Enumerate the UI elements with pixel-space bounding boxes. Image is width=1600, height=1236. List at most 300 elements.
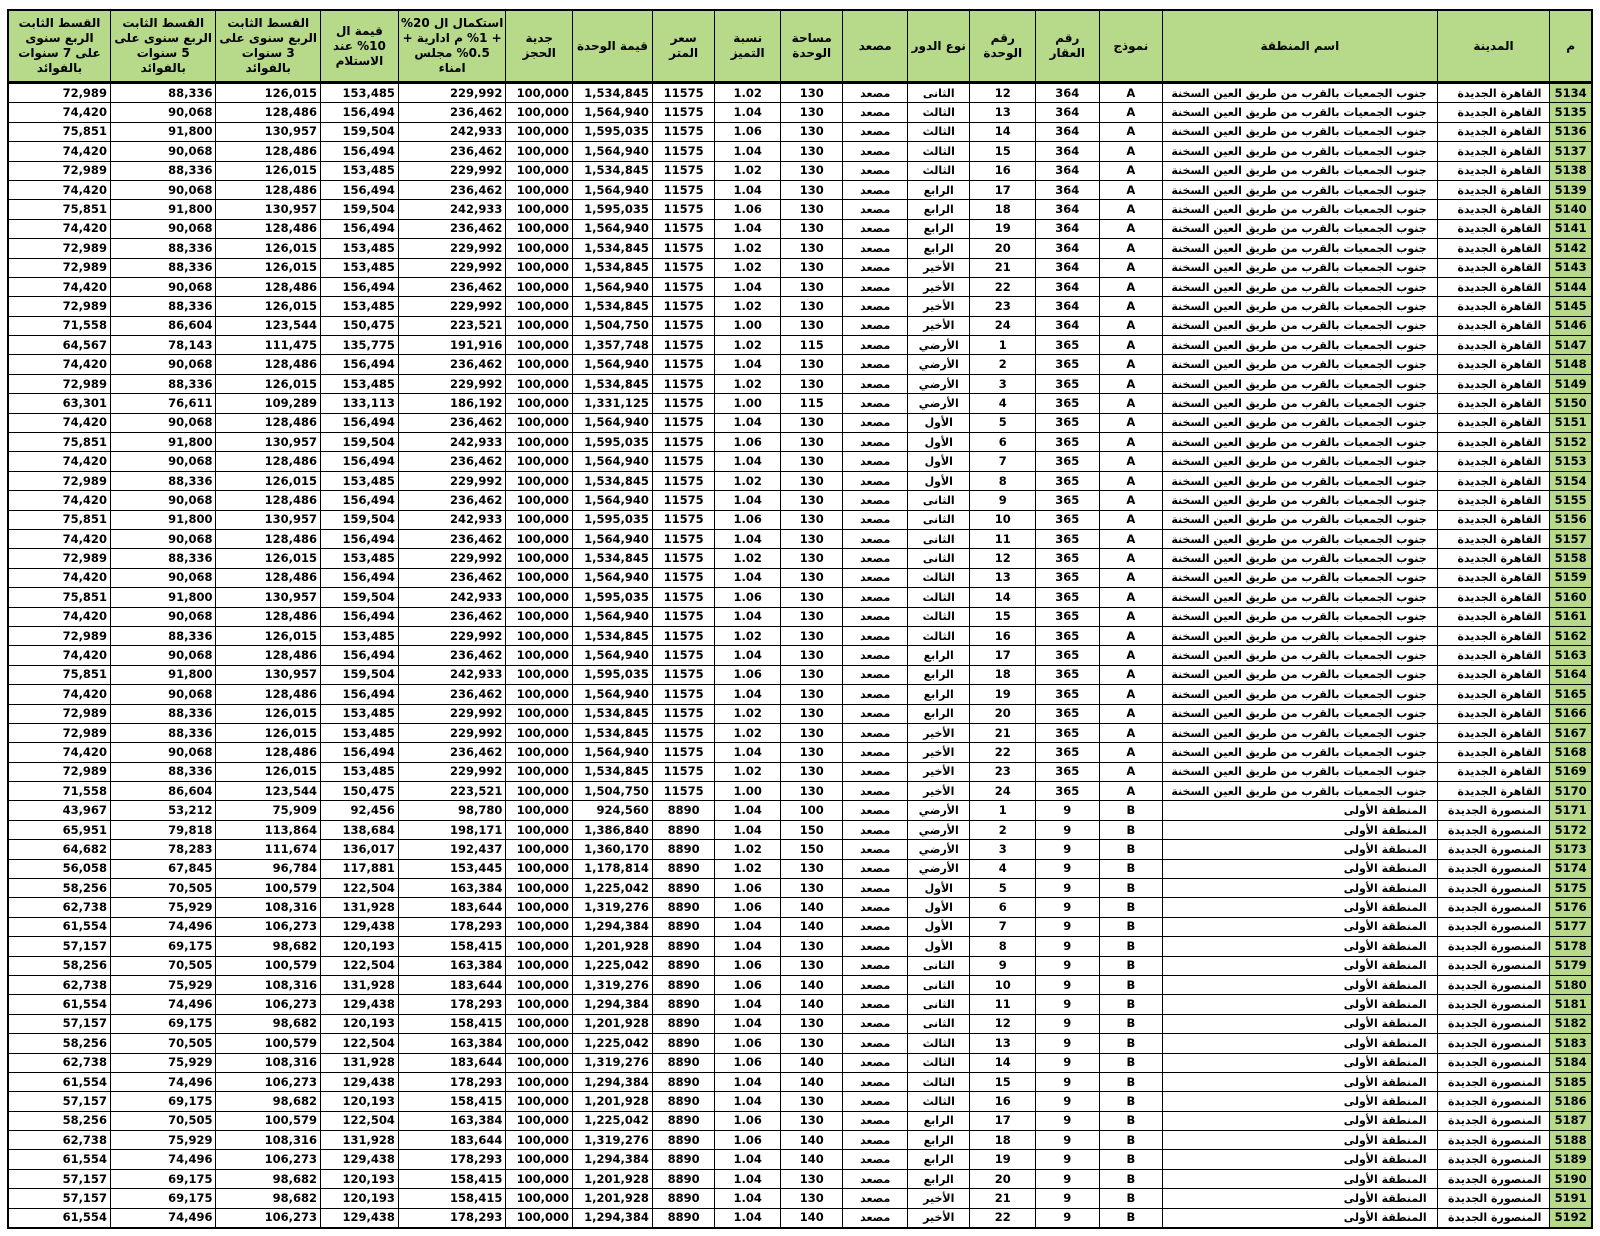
cell-unit-value: 1,319,276 bbox=[573, 898, 653, 917]
cell-building-number: 365 bbox=[1036, 782, 1100, 801]
cell-model: A bbox=[1099, 626, 1163, 645]
header-installment-5y: القسط الثابت الربع سنوى على 5 سنوات بالفوائد bbox=[110, 10, 216, 83]
cell-installment-7y: 58,256 bbox=[8, 956, 110, 975]
cell-unit-value: 1,564,940 bbox=[573, 103, 653, 122]
cell-installment-3y: 128,486 bbox=[216, 646, 321, 665]
cell-premium-ratio: 1.04 bbox=[715, 1014, 781, 1033]
cell-reservation-deposit: 100,000 bbox=[506, 879, 573, 898]
cell-index: 5158 bbox=[1550, 549, 1592, 568]
cell-unit-area: 140 bbox=[780, 975, 842, 994]
cell-meter-price: 11575 bbox=[652, 219, 714, 238]
cell-premium-ratio: 1.02 bbox=[715, 258, 781, 277]
cell-index: 5159 bbox=[1550, 568, 1592, 587]
cell-area-name: جنوب الجمعيات بالقرب من طريق العين السخنة bbox=[1163, 743, 1438, 762]
cell-delivery-10pct: 131,928 bbox=[320, 1053, 398, 1072]
cell-model: B bbox=[1099, 1189, 1163, 1208]
cell-building-number: 9 bbox=[1036, 937, 1100, 956]
cell-meter-price: 11575 bbox=[652, 433, 714, 452]
cell-elevator: مصعد bbox=[843, 937, 908, 956]
cell-elevator: مصعد bbox=[843, 258, 908, 277]
cell-floor-type: الأرضي bbox=[908, 801, 970, 820]
cell-premium-ratio: 1.06 bbox=[715, 898, 781, 917]
cell-floor-type: الأرضي bbox=[908, 374, 970, 393]
table-row bbox=[8, 122, 1592, 141]
cell-building-number: 9 bbox=[1036, 879, 1100, 898]
cell-area-name: المنطقة الأولى bbox=[1163, 995, 1438, 1014]
cell-unit-number: 17 bbox=[970, 1111, 1036, 1130]
cell-index: 5169 bbox=[1550, 762, 1592, 781]
cell-elevator: مصعد bbox=[843, 374, 908, 393]
cell-premium-ratio: 1.04 bbox=[715, 820, 781, 839]
cell-area-name: جنوب الجمعيات بالقرب من طريق العين السخنة bbox=[1163, 723, 1438, 742]
cell-city: القاهرة الجديدة bbox=[1437, 258, 1550, 277]
cell-reservation-deposit: 100,000 bbox=[506, 413, 573, 432]
cell-unit-number: 21 bbox=[970, 1189, 1036, 1208]
cell-meter-price: 11575 bbox=[652, 491, 714, 510]
cell-installment-3y: 128,486 bbox=[216, 219, 321, 238]
cell-floor-type: الرابع bbox=[908, 1169, 970, 1188]
cell-completion-20pct: 242,933 bbox=[398, 200, 506, 219]
cell-unit-area: 130 bbox=[780, 1092, 842, 1111]
cell-floor-type: الأول bbox=[908, 471, 970, 490]
cell-model: A bbox=[1099, 568, 1163, 587]
cell-delivery-10pct: 153,485 bbox=[320, 239, 398, 258]
header-completion-20pct: استكمال ال 20% + 1% م ادارية + 0.5% مجلس امناء bbox=[398, 10, 506, 83]
cell-unit-area: 130 bbox=[780, 355, 842, 374]
cell-unit-area: 130 bbox=[780, 510, 842, 529]
cell-index: 5161 bbox=[1550, 607, 1592, 626]
cell-elevator: مصعد bbox=[843, 607, 908, 626]
cell-index: 5152 bbox=[1550, 433, 1592, 452]
cell-meter-price: 11575 bbox=[652, 743, 714, 762]
cell-city: القاهرة الجديدة bbox=[1437, 646, 1550, 665]
cell-installment-5y: 88,336 bbox=[110, 704, 216, 723]
cell-installment-3y: 126,015 bbox=[216, 239, 321, 258]
cell-installment-7y: 72,989 bbox=[8, 471, 110, 490]
cell-model: B bbox=[1099, 1072, 1163, 1091]
cell-elevator: مصعد bbox=[843, 859, 908, 878]
cell-installment-7y: 57,157 bbox=[8, 1092, 110, 1111]
cell-area-name: جنوب الجمعيات بالقرب من طريق العين السخنة bbox=[1163, 200, 1438, 219]
cell-area-name: جنوب الجمعيات بالقرب من طريق العين السخنة bbox=[1163, 452, 1438, 471]
cell-installment-7y: 61,554 bbox=[8, 1208, 110, 1228]
cell-meter-price: 8890 bbox=[652, 1208, 714, 1228]
cell-meter-price: 8890 bbox=[652, 1131, 714, 1150]
cell-reservation-deposit: 100,000 bbox=[506, 704, 573, 723]
cell-installment-3y: 126,015 bbox=[216, 471, 321, 490]
cell-installment-5y: 69,175 bbox=[110, 1169, 216, 1188]
cell-model: B bbox=[1099, 956, 1163, 975]
cell-premium-ratio: 1.02 bbox=[715, 374, 781, 393]
cell-reservation-deposit: 100,000 bbox=[506, 607, 573, 626]
cell-city: القاهرة الجديدة bbox=[1437, 394, 1550, 413]
header-installment-7y: القسط الثابت الربع سنوى على 7 سنوات بالفوائد bbox=[8, 10, 110, 83]
cell-unit-number: 4 bbox=[970, 394, 1036, 413]
cell-model: B bbox=[1099, 801, 1163, 820]
cell-completion-20pct: 229,992 bbox=[398, 374, 506, 393]
cell-meter-price: 11575 bbox=[652, 103, 714, 122]
table-row bbox=[8, 607, 1592, 626]
cell-unit-area: 140 bbox=[780, 1150, 842, 1169]
table-row bbox=[8, 452, 1592, 471]
cell-building-number: 365 bbox=[1036, 433, 1100, 452]
cell-building-number: 364 bbox=[1036, 219, 1100, 238]
cell-elevator: مصعد bbox=[843, 239, 908, 258]
table-row bbox=[8, 549, 1592, 568]
cell-floor-type: الأرضي bbox=[908, 355, 970, 374]
cell-model: A bbox=[1099, 413, 1163, 432]
cell-building-number: 9 bbox=[1036, 1169, 1100, 1188]
cell-city: القاهرة الجديدة bbox=[1437, 607, 1550, 626]
cell-elevator: مصعد bbox=[843, 723, 908, 742]
cell-area-name: جنوب الجمعيات بالقرب من طريق العين السخنة bbox=[1163, 626, 1438, 645]
cell-meter-price: 11575 bbox=[652, 471, 714, 490]
cell-installment-5y: 88,336 bbox=[110, 762, 216, 781]
cell-reservation-deposit: 100,000 bbox=[506, 336, 573, 355]
cell-building-number: 364 bbox=[1036, 277, 1100, 296]
cell-installment-5y: 78,143 bbox=[110, 336, 216, 355]
cell-delivery-10pct: 131,928 bbox=[320, 975, 398, 994]
cell-premium-ratio: 1.06 bbox=[715, 433, 781, 452]
table-row bbox=[8, 568, 1592, 587]
cell-building-number: 365 bbox=[1036, 665, 1100, 684]
cell-installment-7y: 64,682 bbox=[8, 840, 110, 859]
cell-elevator: مصعد bbox=[843, 588, 908, 607]
cell-city: القاهرة الجديدة bbox=[1437, 219, 1550, 238]
cell-unit-value: 1,331,125 bbox=[573, 394, 653, 413]
cell-elevator: مصعد bbox=[843, 1014, 908, 1033]
cell-area-name: جنوب الجمعيات بالقرب من طريق العين السخنة bbox=[1163, 103, 1438, 122]
cell-delivery-10pct: 159,504 bbox=[320, 665, 398, 684]
cell-index: 5155 bbox=[1550, 491, 1592, 510]
cell-completion-20pct: 183,644 bbox=[398, 898, 506, 917]
cell-premium-ratio: 1.00 bbox=[715, 782, 781, 801]
cell-index: 5164 bbox=[1550, 665, 1592, 684]
table-row bbox=[8, 1092, 1592, 1111]
cell-premium-ratio: 1.02 bbox=[715, 83, 781, 103]
cell-delivery-10pct: 120,193 bbox=[320, 1189, 398, 1208]
cell-city: القاهرة الجديدة bbox=[1437, 413, 1550, 432]
cell-installment-5y: 79,818 bbox=[110, 820, 216, 839]
cell-floor-type: الأخير bbox=[908, 743, 970, 762]
cell-unit-value: 1,319,276 bbox=[573, 1053, 653, 1072]
cell-unit-area: 130 bbox=[780, 665, 842, 684]
cell-area-name: جنوب الجمعيات بالقرب من طريق العين السخنة bbox=[1163, 510, 1438, 529]
cell-building-number: 364 bbox=[1036, 316, 1100, 335]
cell-reservation-deposit: 100,000 bbox=[506, 1072, 573, 1091]
cell-unit-number: 18 bbox=[970, 200, 1036, 219]
cell-unit-area: 130 bbox=[780, 200, 842, 219]
cell-premium-ratio: 1.04 bbox=[715, 277, 781, 296]
cell-delivery-10pct: 131,928 bbox=[320, 898, 398, 917]
cell-meter-price: 11575 bbox=[652, 83, 714, 103]
cell-installment-3y: 109,289 bbox=[216, 394, 321, 413]
cell-city: القاهرة الجديدة bbox=[1437, 103, 1550, 122]
cell-unit-value: 1,564,940 bbox=[573, 568, 653, 587]
cell-city: القاهرة الجديدة bbox=[1437, 122, 1550, 141]
cell-building-number: 9 bbox=[1036, 1072, 1100, 1091]
cell-unit-area: 130 bbox=[780, 103, 842, 122]
cell-area-name: جنوب الجمعيات بالقرب من طريق العين السخنة bbox=[1163, 665, 1438, 684]
cell-installment-7y: 61,554 bbox=[8, 1072, 110, 1091]
cell-unit-number: 17 bbox=[970, 646, 1036, 665]
cell-model: A bbox=[1099, 471, 1163, 490]
cell-completion-20pct: 236,462 bbox=[398, 413, 506, 432]
cell-completion-20pct: 186,192 bbox=[398, 394, 506, 413]
cell-installment-3y: 128,486 bbox=[216, 413, 321, 432]
table-row bbox=[8, 626, 1592, 645]
cell-unit-number: 21 bbox=[970, 258, 1036, 277]
cell-area-name: جنوب الجمعيات بالقرب من طريق العين السخنة bbox=[1163, 161, 1438, 180]
cell-completion-20pct: 163,384 bbox=[398, 1111, 506, 1130]
cell-model: B bbox=[1099, 840, 1163, 859]
cell-area-name: المنطقة الأولى bbox=[1163, 859, 1438, 878]
cell-meter-price: 8890 bbox=[652, 1150, 714, 1169]
cell-model: A bbox=[1099, 607, 1163, 626]
cell-installment-5y: 90,068 bbox=[110, 685, 216, 704]
table-row bbox=[8, 859, 1592, 878]
cell-installment-5y: 91,800 bbox=[110, 433, 216, 452]
header-city: المدينة bbox=[1437, 10, 1550, 83]
cell-unit-number: 13 bbox=[970, 568, 1036, 587]
cell-index: 5173 bbox=[1550, 840, 1592, 859]
cell-meter-price: 11575 bbox=[652, 258, 714, 277]
cell-meter-price: 8890 bbox=[652, 1111, 714, 1130]
cell-floor-type: الثانى bbox=[908, 995, 970, 1014]
cell-floor-type: الأول bbox=[908, 413, 970, 432]
cell-index: 5165 bbox=[1550, 685, 1592, 704]
cell-building-number: 365 bbox=[1036, 743, 1100, 762]
cell-unit-area: 130 bbox=[780, 607, 842, 626]
cell-delivery-10pct: 153,485 bbox=[320, 549, 398, 568]
cell-reservation-deposit: 100,000 bbox=[506, 820, 573, 839]
cell-installment-7y: 75,851 bbox=[8, 200, 110, 219]
cell-building-number: 365 bbox=[1036, 529, 1100, 548]
cell-installment-3y: 130,957 bbox=[216, 510, 321, 529]
cell-unit-value: 1,595,035 bbox=[573, 665, 653, 684]
cell-city: القاهرة الجديدة bbox=[1437, 723, 1550, 742]
cell-city: المنصورة الجديدة bbox=[1437, 1034, 1550, 1053]
cell-installment-5y: 91,800 bbox=[110, 588, 216, 607]
cell-unit-number: 24 bbox=[970, 782, 1036, 801]
cell-premium-ratio: 1.02 bbox=[715, 762, 781, 781]
table-row bbox=[8, 219, 1592, 238]
cell-meter-price: 11575 bbox=[652, 239, 714, 258]
cell-area-name: جنوب الجمعيات بالقرب من طريق العين السخنة bbox=[1163, 471, 1438, 490]
cell-completion-20pct: 223,521 bbox=[398, 316, 506, 335]
cell-premium-ratio: 1.02 bbox=[715, 336, 781, 355]
cell-installment-5y: 53,212 bbox=[110, 801, 216, 820]
cell-city: القاهرة الجديدة bbox=[1437, 180, 1550, 199]
cell-unit-value: 1,534,845 bbox=[573, 297, 653, 316]
cell-premium-ratio: 1.04 bbox=[715, 917, 781, 936]
header-installment-3y: القسط الثابت الربع سنوى على 3 سنوات بالفوائد bbox=[216, 10, 321, 83]
cell-meter-price: 8890 bbox=[652, 937, 714, 956]
cell-delivery-10pct: 159,504 bbox=[320, 510, 398, 529]
cell-completion-20pct: 229,992 bbox=[398, 723, 506, 742]
cell-building-number: 365 bbox=[1036, 336, 1100, 355]
cell-index: 5170 bbox=[1550, 782, 1592, 801]
cell-unit-area: 130 bbox=[780, 1111, 842, 1130]
cell-city: المنصورة الجديدة bbox=[1437, 1111, 1550, 1130]
cell-city: القاهرة الجديدة bbox=[1437, 568, 1550, 587]
cell-installment-3y: 108,316 bbox=[216, 1131, 321, 1150]
cell-elevator: مصعد bbox=[843, 1150, 908, 1169]
cell-reservation-deposit: 100,000 bbox=[506, 588, 573, 607]
cell-premium-ratio: 1.04 bbox=[715, 219, 781, 238]
header-model: نموذج bbox=[1099, 10, 1163, 83]
cell-installment-3y: 106,273 bbox=[216, 1208, 321, 1228]
table-row bbox=[8, 161, 1592, 180]
cell-meter-price: 8890 bbox=[652, 879, 714, 898]
cell-unit-area: 130 bbox=[780, 704, 842, 723]
cell-area-name: جنوب الجمعيات بالقرب من طريق العين السخنة bbox=[1163, 277, 1438, 296]
cell-index: 5172 bbox=[1550, 820, 1592, 839]
cell-premium-ratio: 1.04 bbox=[715, 607, 781, 626]
cell-premium-ratio: 1.02 bbox=[715, 859, 781, 878]
cell-reservation-deposit: 100,000 bbox=[506, 142, 573, 161]
cell-area-name: المنطقة الأولى bbox=[1163, 937, 1438, 956]
cell-elevator: مصعد bbox=[843, 762, 908, 781]
cell-delivery-10pct: 156,494 bbox=[320, 685, 398, 704]
cell-building-number: 364 bbox=[1036, 161, 1100, 180]
cell-building-number: 364 bbox=[1036, 258, 1100, 277]
header-unit-number: رقم الوحدة bbox=[970, 10, 1036, 83]
cell-area-name: المنطقة الأولى bbox=[1163, 1014, 1438, 1033]
cell-installment-7y: 72,989 bbox=[8, 297, 110, 316]
cell-reservation-deposit: 100,000 bbox=[506, 762, 573, 781]
cell-unit-value: 1,534,845 bbox=[573, 626, 653, 645]
table-row bbox=[8, 1208, 1592, 1228]
cell-building-number: 9 bbox=[1036, 801, 1100, 820]
cell-elevator: مصعد bbox=[843, 297, 908, 316]
cell-area-name: المنطقة الأولى bbox=[1163, 1092, 1438, 1111]
cell-city: المنصورة الجديدة bbox=[1437, 1208, 1550, 1228]
cell-installment-7y: 43,967 bbox=[8, 801, 110, 820]
cell-reservation-deposit: 100,000 bbox=[506, 297, 573, 316]
cell-elevator: مصعد bbox=[843, 336, 908, 355]
table-row bbox=[8, 374, 1592, 393]
cell-installment-5y: 90,068 bbox=[110, 103, 216, 122]
cell-unit-number: 12 bbox=[970, 1014, 1036, 1033]
cell-installment-7y: 74,420 bbox=[8, 568, 110, 587]
cell-index: 5147 bbox=[1550, 336, 1592, 355]
cell-area-name: المنطقة الأولى bbox=[1163, 1053, 1438, 1072]
cell-model: A bbox=[1099, 122, 1163, 141]
cell-installment-3y: 126,015 bbox=[216, 549, 321, 568]
cell-meter-price: 8890 bbox=[652, 1053, 714, 1072]
cell-reservation-deposit: 100,000 bbox=[506, 549, 573, 568]
cell-delivery-10pct: 122,504 bbox=[320, 879, 398, 898]
cell-installment-7y: 57,157 bbox=[8, 937, 110, 956]
cell-premium-ratio: 1.04 bbox=[715, 142, 781, 161]
cell-installment-7y: 74,420 bbox=[8, 103, 110, 122]
cell-completion-20pct: 191,916 bbox=[398, 336, 506, 355]
cell-installment-5y: 70,505 bbox=[110, 879, 216, 898]
cell-city: المنصورة الجديدة bbox=[1437, 917, 1550, 936]
cell-unit-value: 1,534,845 bbox=[573, 704, 653, 723]
cell-unit-area: 130 bbox=[780, 122, 842, 141]
cell-model: B bbox=[1099, 975, 1163, 994]
cell-completion-20pct: 242,933 bbox=[398, 665, 506, 684]
cell-index: 5143 bbox=[1550, 258, 1592, 277]
cell-index: 5191 bbox=[1550, 1189, 1592, 1208]
cell-delivery-10pct: 156,494 bbox=[320, 743, 398, 762]
cell-premium-ratio: 1.00 bbox=[715, 316, 781, 335]
cell-premium-ratio: 1.06 bbox=[715, 879, 781, 898]
cell-city: المنصورة الجديدة bbox=[1437, 1189, 1550, 1208]
cell-index: 5177 bbox=[1550, 917, 1592, 936]
cell-floor-type: الأخير bbox=[908, 1208, 970, 1228]
cell-delivery-10pct: 156,494 bbox=[320, 142, 398, 161]
cell-installment-3y: 106,273 bbox=[216, 995, 321, 1014]
cell-model: B bbox=[1099, 1092, 1163, 1111]
table-row bbox=[8, 1034, 1592, 1053]
cell-installment-3y: 128,486 bbox=[216, 743, 321, 762]
cell-unit-value: 1,595,035 bbox=[573, 588, 653, 607]
cell-elevator: مصعد bbox=[843, 277, 908, 296]
cell-completion-20pct: 242,933 bbox=[398, 510, 506, 529]
cell-unit-area: 130 bbox=[780, 1189, 842, 1208]
cell-index: 5171 bbox=[1550, 801, 1592, 820]
cell-installment-5y: 69,175 bbox=[110, 1092, 216, 1111]
cell-meter-price: 11575 bbox=[652, 413, 714, 432]
cell-area-name: جنوب الجمعيات بالقرب من طريق العين السخنة bbox=[1163, 258, 1438, 277]
cell-installment-7y: 72,989 bbox=[8, 161, 110, 180]
cell-elevator: مصعد bbox=[843, 975, 908, 994]
cell-unit-value: 1,504,750 bbox=[573, 782, 653, 801]
cell-reservation-deposit: 100,000 bbox=[506, 452, 573, 471]
cell-delivery-10pct: 133,113 bbox=[320, 394, 398, 413]
cell-meter-price: 11575 bbox=[652, 704, 714, 723]
cell-model: A bbox=[1099, 491, 1163, 510]
cell-area-name: جنوب الجمعيات بالقرب من طريق العين السخنة bbox=[1163, 336, 1438, 355]
cell-city: المنصورة الجديدة bbox=[1437, 937, 1550, 956]
table-row bbox=[8, 1072, 1592, 1091]
cell-unit-number: 10 bbox=[970, 510, 1036, 529]
cell-reservation-deposit: 100,000 bbox=[506, 685, 573, 704]
cell-index: 5144 bbox=[1550, 277, 1592, 296]
cell-unit-number: 6 bbox=[970, 898, 1036, 917]
cell-floor-type: الأرضي bbox=[908, 336, 970, 355]
cell-installment-3y: 96,784 bbox=[216, 859, 321, 878]
cell-unit-number: 19 bbox=[970, 685, 1036, 704]
cell-reservation-deposit: 100,000 bbox=[506, 568, 573, 587]
cell-unit-area: 130 bbox=[780, 219, 842, 238]
cell-premium-ratio: 1.02 bbox=[715, 471, 781, 490]
cell-completion-20pct: 158,415 bbox=[398, 1169, 506, 1188]
cell-city: القاهرة الجديدة bbox=[1437, 491, 1550, 510]
cell-unit-number: 13 bbox=[970, 103, 1036, 122]
cell-city: القاهرة الجديدة bbox=[1437, 685, 1550, 704]
cell-elevator: مصعد bbox=[843, 1034, 908, 1053]
cell-delivery-10pct: 156,494 bbox=[320, 646, 398, 665]
cell-delivery-10pct: 136,017 bbox=[320, 840, 398, 859]
cell-reservation-deposit: 100,000 bbox=[506, 1208, 573, 1228]
cell-elevator: مصعد bbox=[843, 685, 908, 704]
cell-reservation-deposit: 100,000 bbox=[506, 1169, 573, 1188]
cell-area-name: المنطقة الأولى bbox=[1163, 840, 1438, 859]
cell-installment-3y: 128,486 bbox=[216, 529, 321, 548]
cell-delivery-10pct: 159,504 bbox=[320, 122, 398, 141]
cell-delivery-10pct: 129,438 bbox=[320, 1208, 398, 1228]
cell-building-number: 365 bbox=[1036, 568, 1100, 587]
cell-area-name: جنوب الجمعيات بالقرب من طريق العين السخنة bbox=[1163, 316, 1438, 335]
cell-reservation-deposit: 100,000 bbox=[506, 1111, 573, 1130]
cell-installment-5y: 86,604 bbox=[110, 782, 216, 801]
cell-model: A bbox=[1099, 549, 1163, 568]
table-row bbox=[8, 297, 1592, 316]
